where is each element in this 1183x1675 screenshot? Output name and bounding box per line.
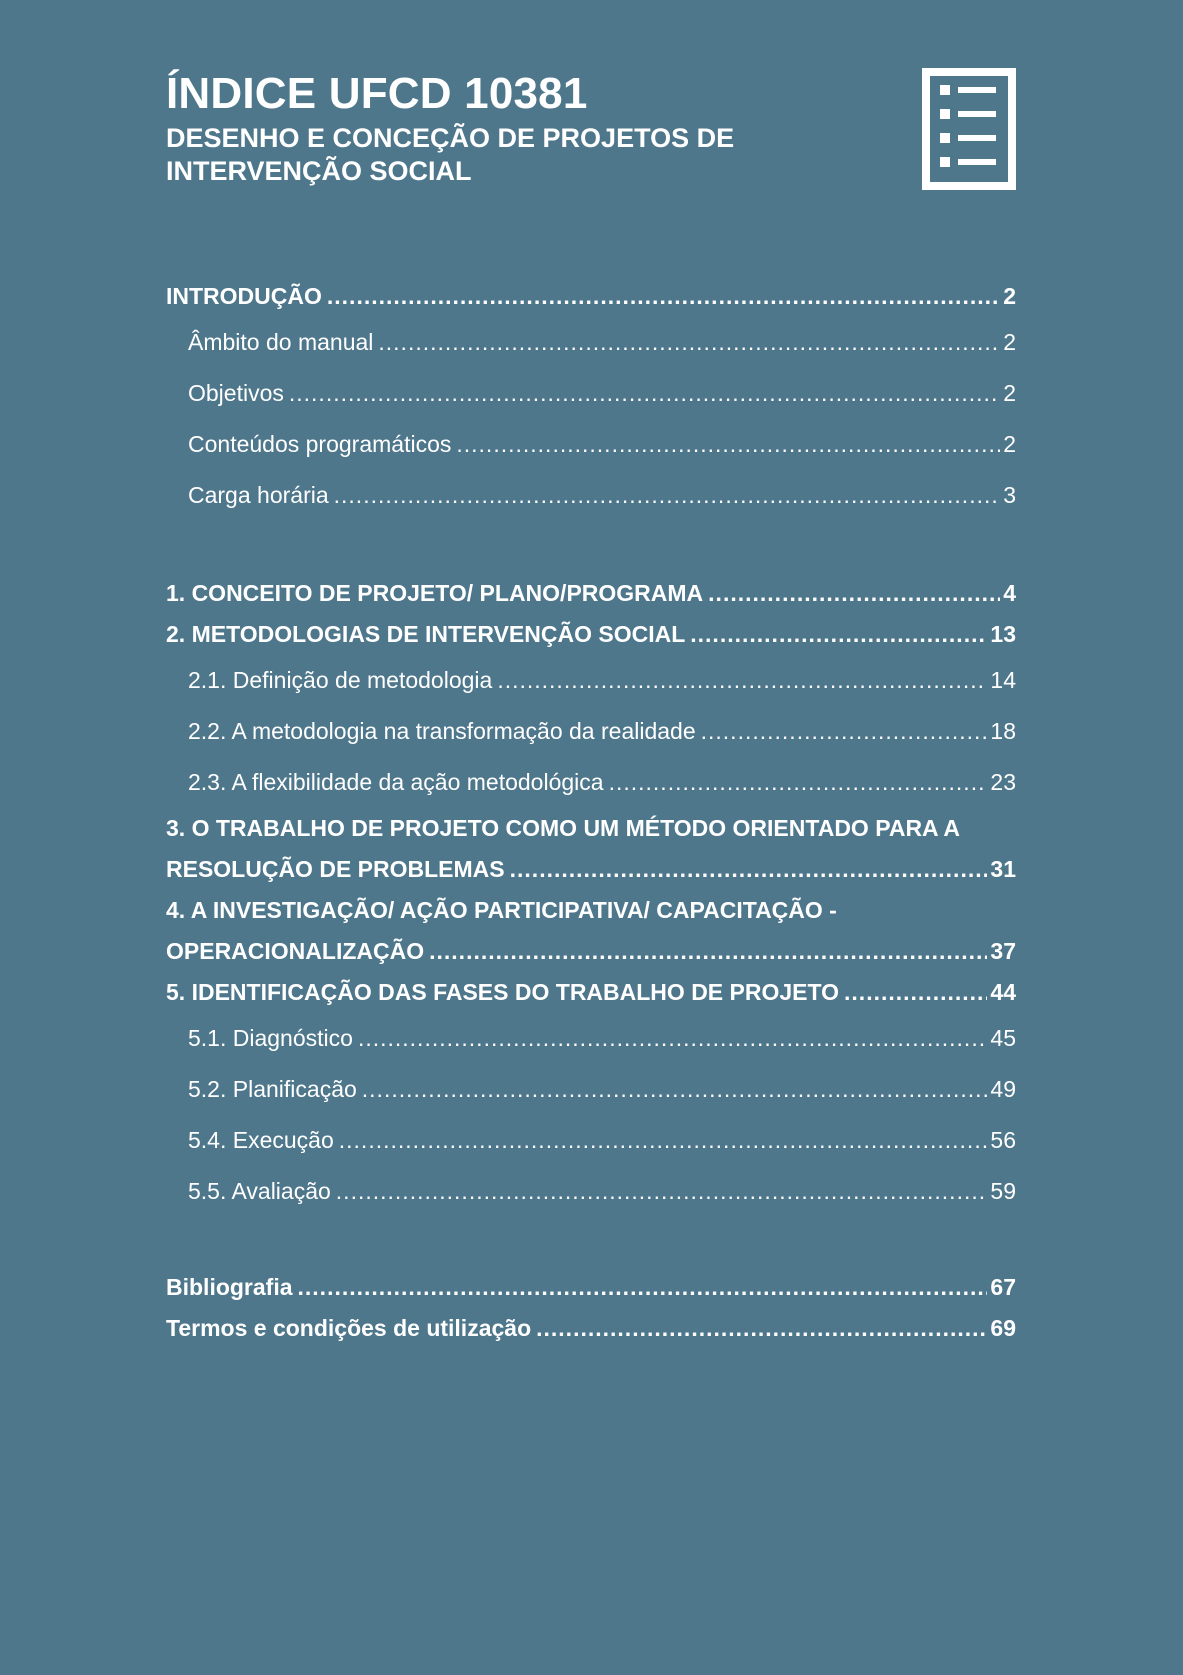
- dot-leader: [609, 757, 988, 808]
- toc-label: 5.5. Avaliação: [188, 1178, 331, 1204]
- toc-page-number: 49: [990, 1076, 1016, 1102]
- toc-entry-chapter-1[interactable]: [166, 573, 1016, 614]
- toc-page-number: 14: [990, 667, 1016, 693]
- list-document-icon: [922, 68, 1016, 190]
- toc-entry-chapter-4-line-1[interactable]: 4. A INVESTIGAÇÃO/ AÇÃO PARTICIPATIVA/ CAPACITAÇÃO -: [166, 897, 837, 923]
- toc-entry-chapter-3-line-1[interactable]: 3. O TRABALHO DE PROJETO COMO UM MÉTODO ORIENTADO PARA A: [166, 815, 960, 841]
- toc-label: 2.2. A metodologia na transformação da realidade: [188, 718, 696, 744]
- toc-label: 1. CONCEITO DE PROJETO/ PLANO/PROGRAMA: [166, 580, 704, 606]
- toc-entry-conteudos[interactable]: [166, 419, 1016, 470]
- toc-label: Termos e condições de utilização: [166, 1315, 532, 1341]
- toc-label: 5.2. Planificação: [188, 1076, 357, 1102]
- dot-leader: [690, 614, 987, 655]
- toc-label: 5.4. Execução: [188, 1127, 334, 1153]
- dot-leader: [497, 655, 987, 706]
- dot-leader: [536, 1308, 987, 1349]
- page-title: ÍNDICE UFCD 10381: [166, 69, 588, 118]
- dot-leader: [510, 849, 988, 890]
- dot-leader: [362, 1064, 988, 1115]
- dot-leader: [298, 1267, 988, 1308]
- toc-entry-chapter-5[interactable]: [166, 972, 1016, 1013]
- toc-label: RESOLUÇÃO DE PROBLEMAS: [166, 856, 505, 882]
- dot-leader: [327, 276, 1000, 317]
- toc-label: 2.1. Definição de metodologia: [188, 667, 493, 693]
- toc-page-number: 69: [990, 1315, 1016, 1341]
- toc-entry-termos[interactable]: [166, 1308, 1016, 1349]
- toc-label: Conteúdos programáticos: [188, 431, 452, 457]
- toc-page-number: 31: [990, 856, 1016, 882]
- toc-page-number: 2: [1003, 431, 1016, 457]
- toc-entry-chapter-3[interactable]: [166, 849, 1016, 890]
- toc-page-number: 56: [990, 1127, 1016, 1153]
- dot-leader: [708, 573, 1000, 614]
- toc-page-number: 18: [990, 718, 1016, 744]
- toc-entry-5-5[interactable]: [166, 1166, 1016, 1217]
- page-subtitle-line-1: DESENHO E CONCEÇÃO DE PROJETOS DE: [166, 123, 735, 153]
- toc-entry-carga-horaria[interactable]: [166, 470, 1016, 521]
- toc-page-number: 2: [1003, 329, 1016, 355]
- toc-label: Objetivos: [188, 380, 284, 406]
- dot-leader: [378, 317, 1000, 368]
- toc-label: Carga horária: [188, 482, 329, 508]
- toc-entry-bibliografia[interactable]: [166, 1267, 1016, 1308]
- toc-page-number: 37: [990, 938, 1016, 964]
- dot-leader: [429, 931, 987, 972]
- toc-page-number: 13: [990, 621, 1016, 647]
- toc-page-number: 2: [1003, 380, 1016, 406]
- toc-label: Âmbito do manual: [188, 329, 374, 355]
- toc-entry-5-4[interactable]: [166, 1115, 1016, 1166]
- toc-label: Bibliografia: [166, 1274, 293, 1300]
- page-subtitle-line-2: INTERVENÇÃO SOCIAL: [166, 156, 472, 186]
- dot-leader: [358, 1013, 987, 1064]
- toc-label: 2. METODOLOGIAS DE INTERVENÇÃO SOCIAL: [166, 621, 686, 647]
- toc-label: 5. IDENTIFICAÇÃO DAS FASES DO TRABALHO DE PROJETO: [166, 979, 840, 1005]
- toc-page-number: 23: [990, 769, 1016, 795]
- toc-label: 5.1. Diagnóstico: [188, 1025, 353, 1051]
- toc-entry-2-2[interactable]: [166, 706, 1016, 757]
- toc-page-number: 67: [990, 1274, 1016, 1300]
- toc-page-number: 44: [990, 979, 1016, 1005]
- dot-leader: [336, 1166, 988, 1217]
- toc-entry-5-1[interactable]: [166, 1013, 1016, 1064]
- dot-leader: [334, 470, 1001, 521]
- dot-leader: [844, 972, 987, 1013]
- toc-page-number: 59: [990, 1178, 1016, 1204]
- toc-entry-2-1[interactable]: [166, 655, 1016, 706]
- dot-leader: [339, 1115, 988, 1166]
- toc-entry-chapter-2[interactable]: [166, 614, 1016, 655]
- toc-page-number: 2: [1003, 283, 1016, 309]
- toc-entry-5-2[interactable]: [166, 1064, 1016, 1115]
- document-header: [166, 66, 846, 188]
- dot-leader: [456, 419, 1000, 470]
- table-of-contents: [166, 276, 1016, 1349]
- toc-page-number: 3: [1003, 482, 1016, 508]
- dot-leader: [289, 368, 1000, 419]
- toc-entry-ambito[interactable]: [166, 317, 1016, 368]
- toc-label: OPERACIONALIZAÇÃO: [166, 938, 425, 964]
- toc-entry-chapter-4[interactable]: [166, 931, 1016, 972]
- toc-label: INTRODUÇÃO: [166, 283, 322, 309]
- toc-entry-2-3[interactable]: [166, 757, 1016, 808]
- toc-page-number: 45: [990, 1025, 1016, 1051]
- toc-entry-introducao[interactable]: [166, 276, 1016, 317]
- toc-entry-objetivos[interactable]: [166, 368, 1016, 419]
- toc-label: 2.3. A flexibilidade da ação metodológica: [188, 769, 604, 795]
- dot-leader: [701, 706, 988, 757]
- toc-page-number: 4: [1003, 580, 1016, 606]
